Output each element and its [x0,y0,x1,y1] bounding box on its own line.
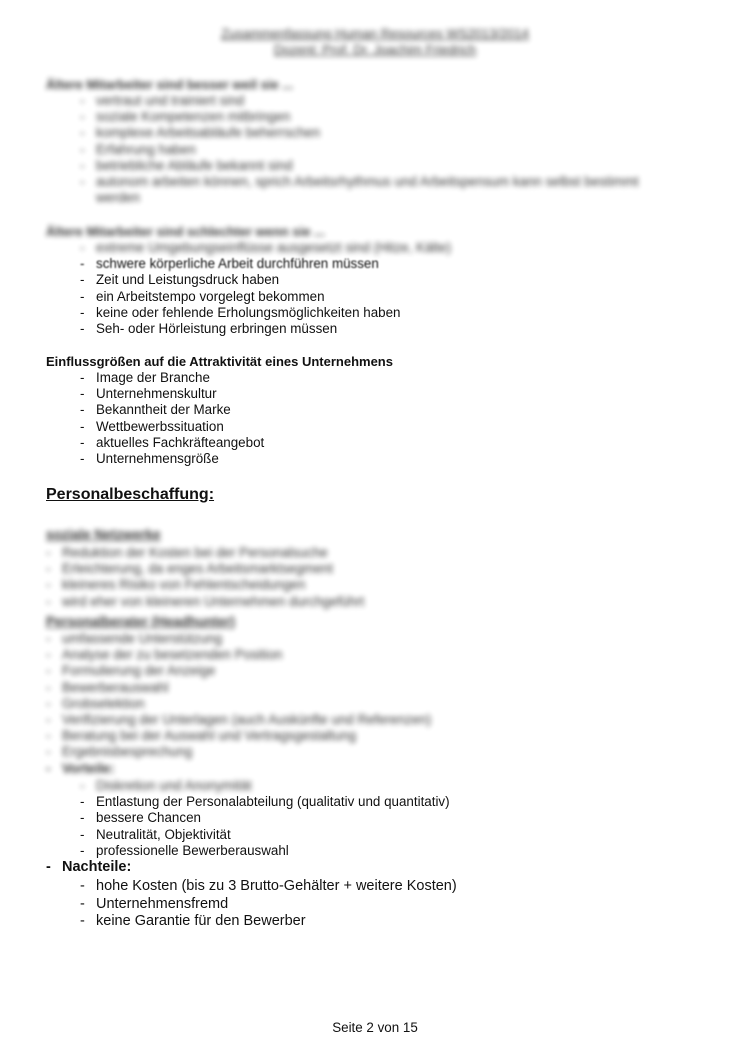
social-networks-list [46,545,646,610]
list-item: - Beratung bei der Auswahl und Vertragsgestaltung [46,728,646,744]
list-item: - Analyse der zu besetzenden Position [46,647,646,663]
list-item: - Erfahrung haben [80,142,680,158]
list-item: - betriebliche Abläufe bekannt sind [80,158,680,174]
list-item: - professionelle Bewerberauswahl [80,843,680,859]
section-attractiveness-title: Einflussgrößen auf die Attraktivität eines Unternehmens [46,354,393,369]
list-item: - aktuelles Fachkräfteangebot [80,435,680,451]
list-item: - Reduktion der Kosten bei der Personalsuche [46,545,646,561]
advantages-label: - Vorteile: [46,761,646,777]
list-item: - keine oder fehlende Erholungsmöglichkeiten haben [80,305,680,321]
list-item: - Neutralität, Objektivität [80,827,680,843]
list-item: - kleineres Risiko von Fehlentscheidungen [46,577,646,593]
advantages-list [80,778,680,859]
list-item: - ein Arbeitstempo vorgelegt bekommen [80,289,680,305]
older-worse-list [80,240,680,337]
social-networks-title: soziale Netzwerke [46,527,161,542]
list-item: - Erleichterung, da enges Arbeitsmarktsegment [46,561,646,577]
list-item: - Wettbewerbssituation [80,419,680,435]
lecturer-line: Dozent: Prof. Dr. Joachim Friedrich [273,42,477,57]
headhunter-title: Personalberater (Headhunter) [46,614,236,629]
list-item: - schwere körperliche Arbeit durchführen müssen [80,256,680,272]
list-item: - Diskretion und Anonymität [80,778,680,794]
disadvantages-label: Nachteile: [62,859,132,875]
list-item: - Unternehmensgröße [80,451,680,467]
attractiveness-list [80,370,680,467]
list-item: - vertraut und trainiert sind [80,93,680,109]
list-item: - komplexe Arbeitsabläufe beherrschen [80,125,680,141]
disadvantages-list [80,878,680,931]
list-item: - umfassende Unterstützung [46,631,646,647]
disadvantages-heading: - Nachteile: [46,859,132,875]
list-item: - Formulierung der Anzeige [46,663,646,679]
list-item: - wird eher von kleineren Unternehmen durchgeführt [46,594,646,610]
list-item: - Entlastung der Personalabteilung (qualitativ und quantitativ) [80,794,680,810]
list-item: - autonom arbeiten können, sprich Arbeitsrhythmus und Arbeitspensum kann selbst bestimmt werden [80,174,680,206]
list-item: - Zeit und Leistungsdruck haben [80,272,680,288]
section-older-better-title: Ältere Mitarbeiter sind besser weil sie ... [46,77,294,92]
list-item: - soziale Kompetenzen mitbringen [80,109,680,125]
document-title: Zusammenfassung Human Resources WS2013/2014 [221,26,529,41]
list-item: - extreme Umgebungseinflüsse ausgesetzt sind (Hitze, Kälte) [80,240,680,256]
older-better-list [80,93,680,206]
list-item: - Seh- oder Hörleistung erbringen müssen [80,321,680,337]
list-item: - Grobselektion [46,696,646,712]
section-personalbeschaffung-title: Personalbeschaffung: [46,486,215,503]
section-older-worse-title: Ältere Mitarbeiter sind schlechter wenn sie ... [46,224,325,239]
list-item: - Image der Branche [80,370,680,386]
list-item: - Bekanntheit der Marke [80,402,680,418]
list-item: - bessere Chancen [80,810,680,826]
list-item: - Unternehmensfremd [80,896,680,914]
list-item: - Verifizierung der Unterlagen (auch Auskünfte und Referenzen) [46,712,646,728]
list-item: - hohe Kosten (bis zu 3 Brutto-Gehälter + weitere Kosten) [80,878,680,896]
list-item: - Unternehmenskultur [80,386,680,402]
list-item: - Ergebnisbesprechung [46,744,646,760]
headhunter-list [46,631,646,777]
list-item: - keine Garantie für den Bewerber [80,913,680,931]
list-item: - Bewerberauswahl [46,680,646,696]
page-number: Seite 2 von 15 [332,1020,418,1035]
